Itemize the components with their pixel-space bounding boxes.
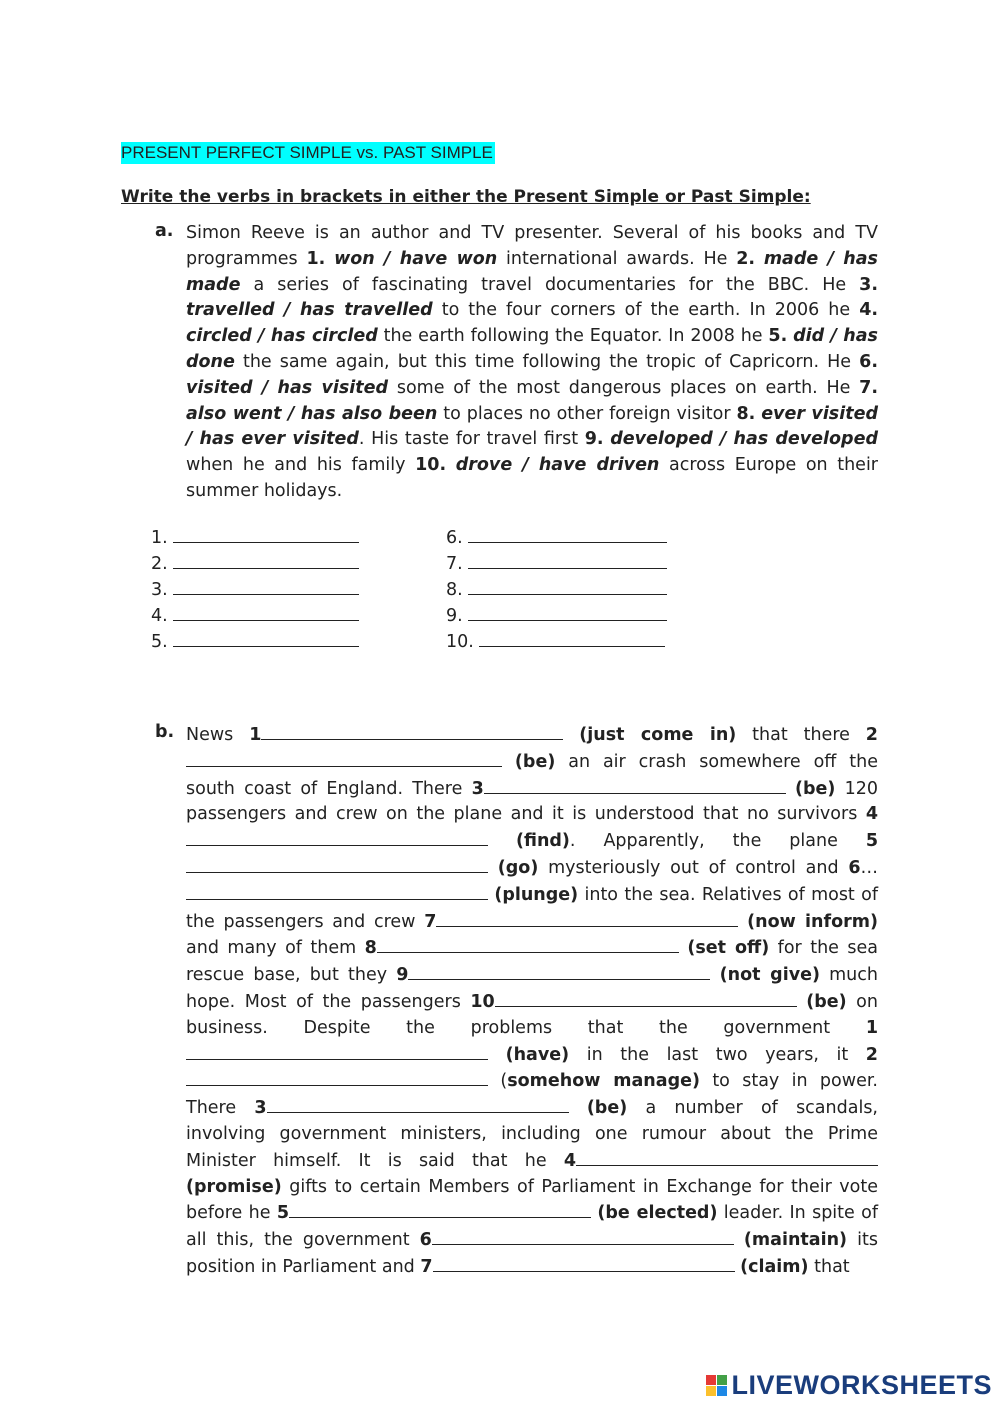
gap-2-2[interactable] <box>186 1068 488 1086</box>
answer-blank-8[interactable] <box>468 577 667 595</box>
gap-2-7[interactable] <box>433 1254 735 1272</box>
logo-text: LIVEWORKSHEETS <box>731 1370 992 1400</box>
gap-2-6[interactable] <box>432 1227 734 1245</box>
instructions: Write the verbs in brackets in either the Present Simple or Past Simple: <box>121 187 811 207</box>
logo-icon <box>706 1375 727 1396</box>
gap-1[interactable] <box>261 722 563 740</box>
section-a-marker: a. <box>155 221 174 241</box>
gap-10[interactable] <box>495 989 797 1007</box>
answer-blank-4[interactable] <box>173 603 359 621</box>
gap-7[interactable] <box>436 909 738 927</box>
answer-blank-10[interactable] <box>479 629 665 647</box>
section-b-marker: b. <box>155 722 175 742</box>
answer-blank-7[interactable] <box>468 551 667 569</box>
gap-2-4[interactable] <box>576 1148 878 1166</box>
answer-blank-5[interactable] <box>173 629 359 647</box>
answer-blank-2[interactable] <box>173 551 359 569</box>
answer-column-right: 6. 7. 8. 9. 10. <box>446 525 667 655</box>
gap-9[interactable] <box>408 962 710 980</box>
section-b-text: News 1 (just come in) that there 2 (be) an air crash somewhere off the south coast of England. There 3 (be) 120 passengers and crew on the plane and it is understood that no survivors 4 (find). Apparently, the plane 5 (go) mysteriously out of control and 6… (plunge) into the sea. Relatives of most of the passengers and crew 7 (now inform) and many of them 8 (set off) for the sea rescue base, but they 9 (not give) much hope. Most of the passengers 10 (be) on business. Despite the problems that the government 1 (have) in the last two years, it 2 (somehow manage) to stay in power. There 3 (be) a number of scandals, involving government ministers, including one rumour about the Prime Minister himself. It is said that he 4 (promise) gifts to certain Members of Parliament in Exchange for their vote before he 5 (be elected) leader. In spite of all this, the government 6 (maintain) its position in Parliament and 7 (claim) that <box>186 722 878 1281</box>
gap-4[interactable] <box>186 828 488 846</box>
worksheet-title: PRESENT PERFECT SIMPLE vs. PAST SIMPLE <box>121 143 493 162</box>
gap-3[interactable] <box>484 776 786 794</box>
gap-2[interactable] <box>186 749 502 767</box>
answer-blank-6[interactable] <box>468 525 667 543</box>
option-7: also went / has also been <box>186 403 438 424</box>
gap-5[interactable] <box>186 855 488 873</box>
gap-2-1[interactable] <box>186 1042 488 1060</box>
answer-column-left: 1. 2. 3. 4. 5. <box>151 525 359 655</box>
gap-6[interactable] <box>186 882 488 900</box>
option-4: circled / has circled <box>186 326 378 347</box>
gap-8[interactable] <box>377 935 679 953</box>
option-2: made / has made <box>186 248 878 295</box>
gap-2-5[interactable] <box>289 1200 591 1218</box>
gap-2-3[interactable] <box>267 1095 569 1113</box>
option-3: travelled / has travelled <box>186 300 433 321</box>
answer-blank-9[interactable] <box>468 603 667 621</box>
option-1: won / have won <box>334 248 498 269</box>
option-5: did / has done <box>186 326 878 372</box>
answer-blank-3[interactable] <box>173 577 359 595</box>
option-9: developed / has developed <box>610 429 878 450</box>
option-10: drove / have driven <box>455 455 660 476</box>
liveworksheets-logo <box>706 1370 992 1401</box>
option-8: ever visited / has ever visited <box>186 403 878 450</box>
section-a-text: Simon Reeve is an author and TV presenter. Several of his books and TV programmes 1. won / have won international awards. He 2. made / has made a series of fascinating travel documentaries for the BBC. He 3. travelled / has travelled to the four corners of the earth. In 2006 he 4. circled / has circled the earth following the Equator. In 2008 he 5. did / has done the same again, but this time following the tropic of Capricorn. He 6. visited / has visited some of the most dangerous places on earth. He 7. also went / has also been to places no other foreign visitor 8. ever visited / has ever visited. His taste for travel first 9. developed / has developed when he and his family 10. drove / have driven across Europe on their summer holidays. <box>186 223 879 501</box>
option-6: visited / has visited <box>186 377 389 398</box>
answer-blank-1[interactable] <box>173 525 359 543</box>
